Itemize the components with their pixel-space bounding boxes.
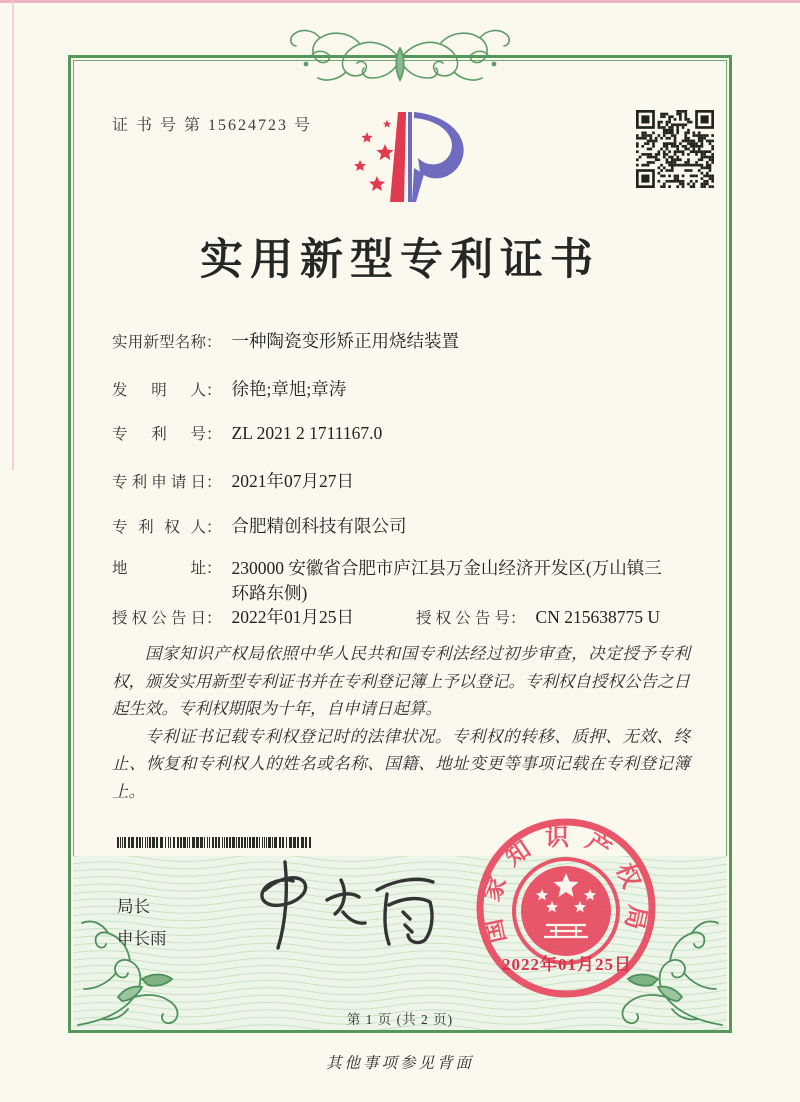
field-colon: ： [206,426,222,443]
commissioner-name: 申长雨 [117,930,167,948]
field-label: 授权公告日 [112,610,206,627]
barcode [117,837,315,848]
commissioner-signature [225,850,445,960]
legal-paragraph-1: 国家知识产权局依照中华人民共和国专利法经过初步审查，决定授予专利权，颁发实用新型专利证书并在专利登记簿上予以登记。专利权自授权公告之日起生效。专利权期限为十年，自申请日起算。 [112,644,690,719]
field-colon: ： [206,334,222,351]
scan-edge-artifact [0,0,800,3]
field-label: 授权公告号 [416,610,511,627]
qr-code [636,110,714,188]
address-line-1: 230000 安徽省合肥市庐江县万金山经济开发区(万山镇三 [231,558,662,578]
legal-paragraph-2: 专利证书记载专利权登记时的法律状况。专利权的转移、质押、无效、终止、恢复和专利权人的姓名或名称、国籍、地址变更等事项记载在专利登记簿上。 [112,726,690,801]
address-line-2: 环路东侧) [231,583,308,603]
field-colon: ： [206,382,222,399]
field-colon: ： [206,610,222,627]
dragon-scroll-ornament-icon [278,20,522,94]
field-filing-date [112,468,354,493]
field-value [232,556,692,606]
field-patent-number [112,422,382,444]
field-colon: ： [510,610,526,627]
field-value: 2022年01月25日 [231,607,355,627]
field-inventor [112,376,346,401]
field-value: ZL 2021 2 1711167.0 [231,423,383,443]
seal-ring-text: 国家知识产权局 [477,824,651,946]
field-label: 实用新型名称 [112,334,206,351]
field-utility-model-name [112,328,459,353]
field-value: 一种陶瓷变形矫正用烧结装置 [231,331,460,351]
page-number: 第 1 页 (共 2 页) [346,1012,454,1027]
field-value: CN 215638775 U [535,607,660,627]
field-colon: ： [206,519,222,536]
field-label: 专利号 [112,426,206,443]
back-side-note: 其他事项参见背面 [325,1055,474,1072]
field-grant-row [112,604,660,629]
cnipa-logo-icon [332,108,492,218]
field-value: 合肥精创科技有限公司 [231,516,407,536]
field-value: 2021年07月27日 [231,471,355,491]
legal-statement [112,640,690,806]
field-label: 地址 [112,560,206,577]
field-value: 徐艳;章旭;章涛 [231,379,347,399]
field-address [112,556,692,606]
field-label: 专利申请日 [112,474,206,491]
national-emblem-icon [514,859,618,963]
commissioner-title-label: 局长 [117,898,150,916]
certificate-number: 证 书 号 第 15624723 号 [112,117,313,134]
field-colon: ： [206,560,222,577]
field-label: 专利权人 [112,519,206,536]
field-patentee [112,513,407,538]
seal-date: 2022年01月25日 [502,955,632,974]
field-colon: ： [206,474,222,491]
certificate-title: 实用新型专利证书 [200,237,600,284]
field-label: 发明人 [112,382,206,399]
